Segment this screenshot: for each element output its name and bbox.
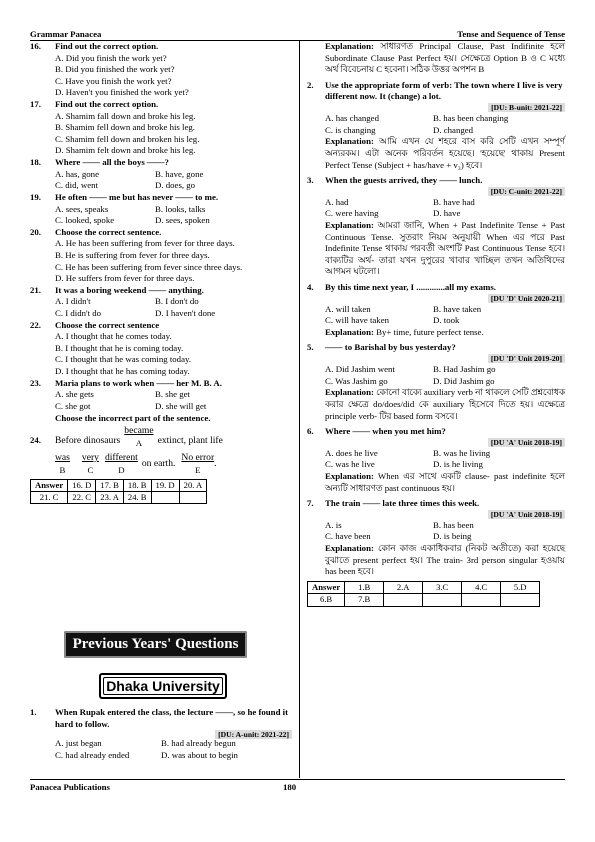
option: B. have, gone xyxy=(155,168,204,179)
answer-cell xyxy=(462,594,501,606)
page-header xyxy=(30,29,565,41)
option: C. she got xyxy=(55,400,91,411)
exam-tag-text: [DU: B-unit: 2021-22] xyxy=(488,103,565,112)
question-number: 17. xyxy=(30,99,41,110)
question-stem: It was a boring weekend —— anything. xyxy=(55,284,204,295)
option: B. I don't do xyxy=(155,296,199,307)
option: D. took xyxy=(433,315,460,326)
question-number: 6. xyxy=(307,426,314,437)
exam-tag-text: [DU: A-unit: 2021-22] xyxy=(215,730,292,739)
option: B. has been xyxy=(433,519,474,530)
underlined-part-a xyxy=(124,425,153,449)
answer-cell: 19. D xyxy=(151,479,179,491)
page-footer xyxy=(30,779,565,792)
option: B. have taken xyxy=(433,303,482,314)
answer-cell: 16. D xyxy=(68,479,96,491)
answer-heading: Answer xyxy=(308,581,345,593)
question-stem: Where —— when you met him? xyxy=(325,426,446,437)
answer-cell: 7.B xyxy=(345,594,384,606)
option: C. was he live xyxy=(325,459,375,470)
question-stem: Where —— all the boys ——? xyxy=(55,157,169,168)
answer-table xyxy=(307,581,540,607)
answer-cell xyxy=(501,594,540,606)
explanation-text: আমি এখন যে শহরে বাস করি সেটি এখন সম্পূর্ণ অন্যরকম। এটা অনেক পরিবর্তন হয়েছে। 'হয়েছে' থাকায় Present Perfect Tense (Subject + has/have + v₃) হবে। xyxy=(325,136,565,170)
part-label: B xyxy=(59,465,66,476)
explanation-label: Explanation: xyxy=(325,326,374,337)
exam-tag-text: [DU 'D' Unit 2019-20] xyxy=(488,354,565,363)
answer-cell xyxy=(179,491,207,503)
question-du-3 xyxy=(307,175,565,278)
answer-cell: 3.C xyxy=(423,581,462,593)
part-label: E xyxy=(195,465,201,476)
exam-tag xyxy=(307,510,565,520)
question-stem: The train —— late three times this week. xyxy=(325,498,480,509)
answer-cell xyxy=(423,594,462,606)
question-stem: —— to Barishal by bus yesterday? xyxy=(325,342,456,353)
option: C. is changing xyxy=(325,124,376,135)
option: B. have had xyxy=(433,196,475,207)
option: B. she get xyxy=(155,389,190,400)
exam-tag-text: [DU 'A' Unit 2018-19] xyxy=(488,510,565,519)
answer-cell xyxy=(384,594,423,606)
option: A. I thought that he comes today. xyxy=(55,331,172,342)
underlined-word: became xyxy=(124,425,154,437)
option: C. I didn't do xyxy=(55,308,102,319)
left-column xyxy=(30,41,292,504)
option: A. Did Jashim went xyxy=(325,364,395,375)
question-number: 21. xyxy=(30,284,41,295)
question-number: 20. xyxy=(30,226,41,237)
explanation-text: By+ time, future perfect tense. xyxy=(376,326,484,337)
answer-cell: 20. A xyxy=(179,479,207,491)
header-chapter-title: Tense and Sequence of Tense xyxy=(457,29,565,39)
question-24 xyxy=(30,425,292,477)
question-stem: He often —— me but has never —— to me. xyxy=(55,191,219,202)
underlined-word: was xyxy=(55,452,70,464)
underlined-part-b xyxy=(55,452,70,476)
explanation-label: Explanation: xyxy=(325,219,374,230)
option: D. I haven't done xyxy=(155,308,216,319)
underlined-part-d xyxy=(105,452,138,476)
question-number: 4. xyxy=(307,282,314,292)
explanation-label: Explanation: xyxy=(325,41,374,51)
question-number: 19. xyxy=(30,191,41,202)
underlined-part-c xyxy=(82,452,99,476)
question-number: 2. xyxy=(307,79,314,90)
option: D. changed xyxy=(433,124,474,135)
answer-cell: 4.C xyxy=(462,581,501,593)
question-stem: When the guests arrived, they —— lunch. xyxy=(325,175,483,186)
question-19 xyxy=(30,192,292,227)
part-label: D xyxy=(118,465,125,476)
answer-cell: 23. A xyxy=(96,491,124,503)
explanation-text: When এর সাথে একটি clause- past indefinite হলে অন্যটি সাধারণত past continuous হয়। xyxy=(325,470,565,493)
option: A. Did you finish the work yet? xyxy=(55,52,167,63)
answer-cell: 24. B xyxy=(123,491,151,503)
answer-cell: 2.A xyxy=(384,581,423,593)
underlined-word: different xyxy=(104,452,138,464)
explanation-text: আমরা জানি, When + Past Indefinite Tense + Past Continuous Tense. সুতরাং নিয়ম অনুযায়ী When এর পরে Past Indefinite Tense থাকায় পরবর্তী অংশটি Past Continuous Tense হবে। বাক্যটির অর্থ- তারা যখন দুপুরের খাবার খাচ্ছিল তখন অতিথিদের আগমন ঘটলো। xyxy=(325,219,566,277)
option: D. does, go xyxy=(155,180,196,191)
option: B. has been changing xyxy=(433,113,509,124)
banner-text: Previous Years' Questions xyxy=(72,636,239,652)
answer-cell: 1.B xyxy=(345,581,384,593)
sentence-text: extinct, plant life xyxy=(157,435,223,447)
question-du-7 xyxy=(307,498,565,578)
question-number: 3. xyxy=(307,175,314,186)
question-number: 22. xyxy=(30,319,41,330)
option: A. is xyxy=(325,519,342,530)
option: C. will have taken xyxy=(325,315,390,326)
option: B. I thought that he is coming today. xyxy=(55,342,184,353)
answer-table xyxy=(30,479,207,505)
option: B. was he living xyxy=(433,447,491,458)
answer-cell: 18. B xyxy=(123,479,151,491)
option: D. He suffers from fever for three days. xyxy=(55,273,195,284)
question-stem: Choose the correct sentence xyxy=(55,319,160,330)
sentence-text: on earth. xyxy=(141,458,176,470)
question-stem: Maria plans to work when —— her M. B. A. xyxy=(55,377,222,388)
option: D. I thought that he has coming today. xyxy=(55,366,190,377)
option: A. has, gone xyxy=(55,168,99,179)
option: A. has changed xyxy=(325,113,379,124)
part-label: A xyxy=(135,437,143,448)
option: A. I didn't xyxy=(55,296,91,307)
option: D. Haven't you finished the work yet? xyxy=(55,87,189,98)
question-stem: Choose the correct sentence. xyxy=(55,226,162,237)
footer-publisher: Panacea Publications xyxy=(30,782,110,792)
explanation-text: কোনো বাক্যে auxiliary verb না থাকলে সেটি প্রশ্নবোধক করার ক্ষেত্রে do/does/did কে auxiliary হিসেবে দিতে হয়। এক্ষেত্রে principle verb- টির based form বসবে। xyxy=(325,387,565,421)
underlined-word: No error xyxy=(181,452,215,464)
question-du-4 xyxy=(307,282,565,338)
section-banner xyxy=(64,631,247,658)
exam-tag xyxy=(307,354,565,364)
underlined-part-e xyxy=(181,452,217,476)
question-number: 7. xyxy=(307,498,314,509)
question-du-6 xyxy=(307,426,565,494)
option: B. He is suffering from fever for three days. xyxy=(55,249,210,260)
option: D. was about to begin xyxy=(161,749,238,760)
option: A. she gets xyxy=(55,389,94,400)
explanation-label: Explanation: xyxy=(325,543,374,554)
option: B. Had Jashim go xyxy=(433,364,496,375)
answer-cell: 6.B xyxy=(308,594,345,606)
explanation-label: Explanation: xyxy=(325,387,374,398)
section-instruction: Choose the incorrect part of the sentence. xyxy=(55,412,211,423)
explanation-label: Explanation: xyxy=(325,136,374,147)
question-number: 5. xyxy=(307,342,314,353)
option: C. had already ended xyxy=(55,749,130,760)
option: D. she will get xyxy=(155,400,207,411)
answer-cell: 22. C xyxy=(68,491,96,503)
underlined-word: very xyxy=(81,452,99,464)
option: A. He has been suffering from fever for three days. xyxy=(55,238,235,249)
option: C. Was Jashim go xyxy=(325,375,388,386)
option: B. looks, talks xyxy=(155,203,206,214)
option: D. is he living xyxy=(433,459,483,470)
header-book-title: Grammar Panacea xyxy=(30,29,102,39)
option: D. Did Jashim go xyxy=(433,375,495,386)
question-stem: When Rupak entered the class, the lecture ——, so he found it hard to follow. xyxy=(55,707,289,729)
question-number: 18. xyxy=(30,157,41,168)
exam-tag-text: [DU 'D' Unit 2020-21] xyxy=(488,294,565,303)
exam-tag xyxy=(307,294,565,304)
question-22 xyxy=(30,320,292,378)
option: B. Shamim fell down and broke his leg. xyxy=(55,122,195,133)
sentence-text: . xyxy=(214,458,217,470)
question-17 xyxy=(30,99,292,157)
question-du-2 xyxy=(307,80,565,171)
answer-cell: 17. B xyxy=(96,479,124,491)
question-16 xyxy=(30,41,292,99)
question-stem: Find out the correct option. xyxy=(55,41,159,51)
question-20 xyxy=(30,227,292,285)
option: D. sees, spoken xyxy=(155,215,210,226)
explanation-label: Explanation: xyxy=(325,470,374,481)
explanation-text: কোন কাজ একাধিকবার (নিকট অতীতে) করা হয়েছে বুঝাতে present perfect হয়। The train- 3rd person singular হওয়ায় has been হবে। xyxy=(325,543,565,577)
option: C. have been xyxy=(325,531,371,542)
exam-tag xyxy=(307,438,565,448)
option: B. had already begun xyxy=(161,738,236,749)
exam-tag xyxy=(307,187,565,197)
university-label: Dhaka University xyxy=(106,678,220,694)
question-number: 1. xyxy=(30,707,37,717)
question-stem: Use the appropriate form of verb: The town where I live is very different now. It (change) a lot. xyxy=(325,79,563,102)
question-number: 16. xyxy=(30,41,41,51)
part-label: C xyxy=(87,465,94,476)
university-heading xyxy=(99,673,227,699)
page-number: 180 xyxy=(283,782,297,792)
question-stem: Find out the correct option. xyxy=(55,99,159,110)
sentence-text: Before dinosaurs xyxy=(55,435,121,447)
option: C. Have you finish the work yet? xyxy=(55,75,172,86)
answer-cell: 5.D xyxy=(501,581,540,593)
column-divider xyxy=(299,41,300,778)
answer-heading: Answer xyxy=(31,479,68,491)
question-du-1 xyxy=(30,707,292,761)
option: A. sees, speaks xyxy=(55,203,109,214)
option: A. just began xyxy=(55,738,102,749)
option: C. He has been suffering from fever since three days. xyxy=(55,261,243,272)
option: A. had xyxy=(325,196,349,207)
explanation-text: সাধারণত Principal Clause, Past Indifinite হলে Subordinate Clause Past Perfect হয়। সেক্ষেত্রে Option B ও C মধ্যে অর্থ বিবেচনায় C হবেনা। সঠিক উত্তর অপশন B xyxy=(325,41,565,75)
option: D. Shamim felt down and broke his leg. xyxy=(55,145,196,156)
option: C. Shamim fell down and broken his leg. xyxy=(55,133,200,144)
option: D. is being xyxy=(433,531,472,542)
exam-tag xyxy=(307,103,565,113)
question-18 xyxy=(30,157,292,192)
answer-cell xyxy=(151,491,179,503)
option: A. will taken xyxy=(325,303,371,314)
exam-tag-text: [DU: C-unit: 2021-22] xyxy=(488,187,565,196)
option: A. Shamim fall down and broke his leg. xyxy=(55,110,196,121)
option: D. have xyxy=(433,208,461,219)
option: C. I thought that he was coming today. xyxy=(55,354,192,365)
option: C. were having xyxy=(325,208,379,219)
right-column xyxy=(307,41,565,607)
question-du-5 xyxy=(307,342,565,422)
option: A. does he live xyxy=(325,447,378,458)
option: C. looked, spoke xyxy=(55,215,115,226)
option: B. Did you finished the work yet? xyxy=(55,64,175,75)
exam-tag-text: [DU 'A' Unit 2018-19] xyxy=(488,438,565,447)
question-number: 24. xyxy=(30,435,41,446)
question-21 xyxy=(30,285,292,320)
question-stem: By this time next year, I .............all my exams. xyxy=(325,282,496,292)
option: C. did, went xyxy=(55,180,99,191)
question-number: 23. xyxy=(30,377,41,388)
question-23 xyxy=(30,378,292,413)
answer-cell: 21. C xyxy=(31,491,68,503)
explanation-q1 xyxy=(307,41,565,76)
